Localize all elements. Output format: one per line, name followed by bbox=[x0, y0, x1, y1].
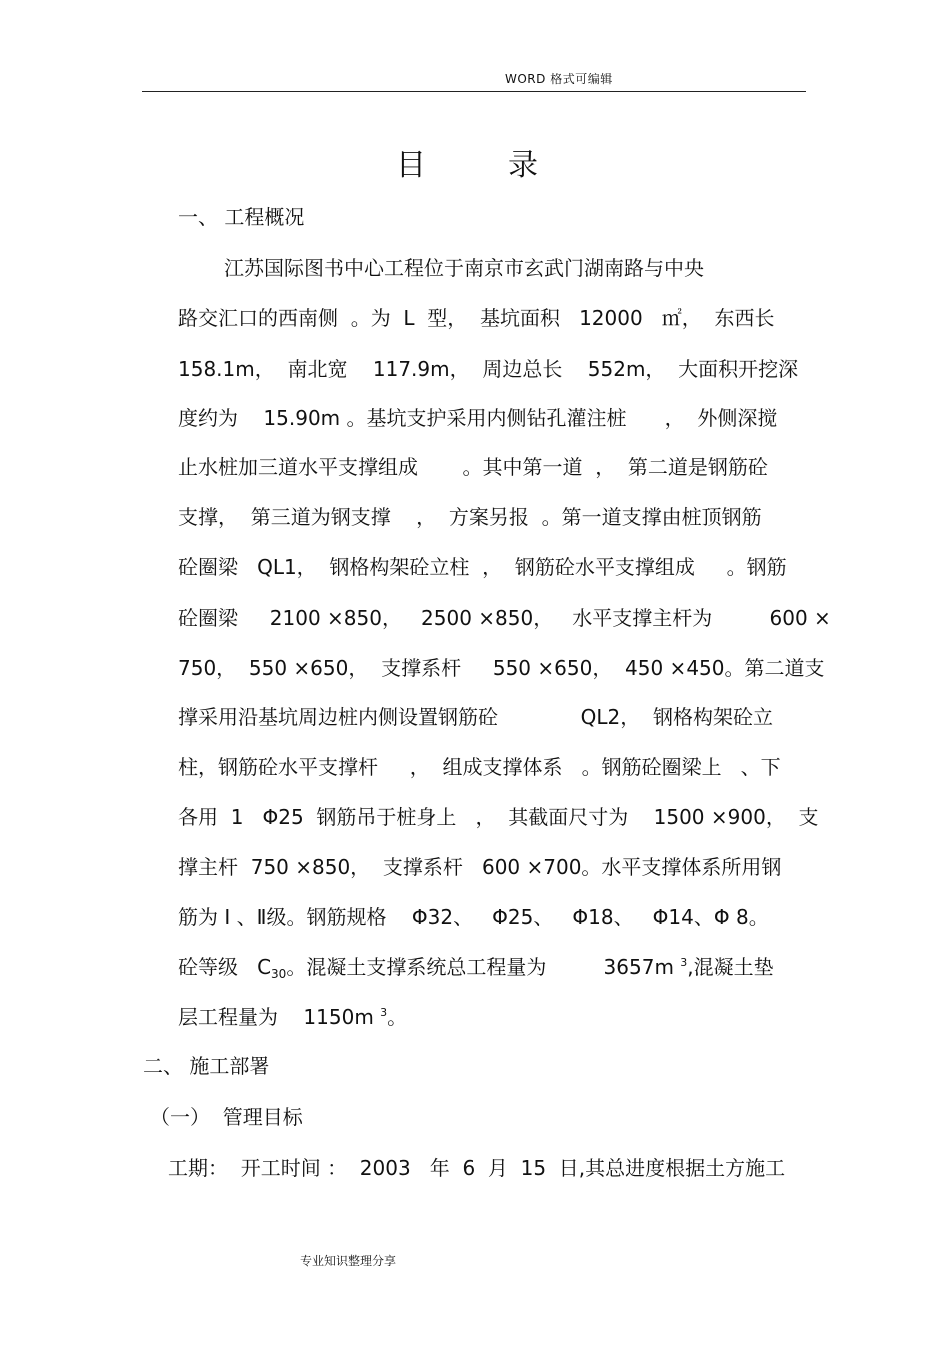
subsection-heading: （一） 管理目标 bbox=[150, 1105, 303, 1129]
paragraph-line: 江苏国际图书中心工程位于南京市玄武门湖南路与中央 bbox=[224, 256, 704, 280]
page-title bbox=[396, 140, 538, 184]
paragraph-line: 度约为 15.90m 。基坑支护采用内侧钻孔灌注桩 ， 外侧深搅 bbox=[178, 406, 778, 430]
paragraph-line: 撑采用沿基坑周边桩内侧设置钢筋砼 QL2， 钢格构架砼立 bbox=[178, 705, 773, 729]
paragraph-line: 砼等级 $C_{30}$。混凝土支撑系统总工程量为 3657m $^3$,混凝土垫 bbox=[178, 955, 774, 981]
page-header: WORD 格式可编辑 bbox=[505, 72, 613, 86]
paragraph-line: 止水桩加三道水平支撑组成 。其中第一道 ， 第二道是钢筋砼 bbox=[178, 455, 768, 479]
title-char-1: 目 bbox=[396, 148, 426, 183]
paragraph-line: 支撑， 第三道为钢支撑 ， 方案另报 。第一道支撑由桩顶钢筋 bbox=[178, 505, 762, 529]
title-char-2: 录 bbox=[508, 148, 538, 183]
paragraph-line: 158.1m， 南北宽 117.9m， 周边总长 552m， 大面积开挖深 bbox=[178, 357, 799, 381]
section-2-heading: 二、 施工部署 bbox=[143, 1054, 270, 1078]
page-footer: 专业知识整理分享 bbox=[300, 1254, 397, 1268]
schedule-line: 工期： 开工时间 ： 2003 年 6 月 15 日,其总进度根据土方施工 bbox=[168, 1156, 786, 1180]
header-divider bbox=[142, 91, 806, 92]
paragraph-line: 撑主杆 750 ×850， 支撑系杆 600 ×700。水平支撑体系所用钢 bbox=[178, 855, 782, 879]
paragraph-line: 各用 1 Φ25 钢筋吊于桩身上 ， 其截面尺寸为 1500 ×900， 支 bbox=[178, 805, 819, 829]
paragraph-line: 砼圈梁 2100 ×850， 2500 ×850， 水平支撑主杆为 600 × bbox=[178, 606, 831, 630]
section-1-heading: 一、 工程概况 bbox=[178, 205, 305, 229]
paragraph-line: 柱，钢筋砼水平支撑杆 ， 组成支撑体系 。钢筋砼圈梁上 、下 bbox=[178, 755, 781, 779]
paragraph-line: 路交汇口的西南侧 。为 L 型， 基坑面积 12000 ㎡， 东西长 bbox=[178, 306, 775, 330]
paragraph-line: 砼圈梁 QL1， 钢格构架砼立柱 ， 钢筋砼水平支撑组成 。钢筋 bbox=[178, 555, 787, 579]
paragraph-line: 750， 550 ×650， 支撑系杆 550 ×650， 450 ×450。第二道支 bbox=[178, 656, 825, 680]
paragraph-line: 层工程量为 1150m $^3$。 bbox=[178, 1005, 408, 1029]
paragraph-line: 筋为 Ⅰ 、Ⅱ级。钢筋规格 Φ32、 Φ25、 Φ18、 Φ14、Φ 8。 bbox=[178, 905, 769, 929]
